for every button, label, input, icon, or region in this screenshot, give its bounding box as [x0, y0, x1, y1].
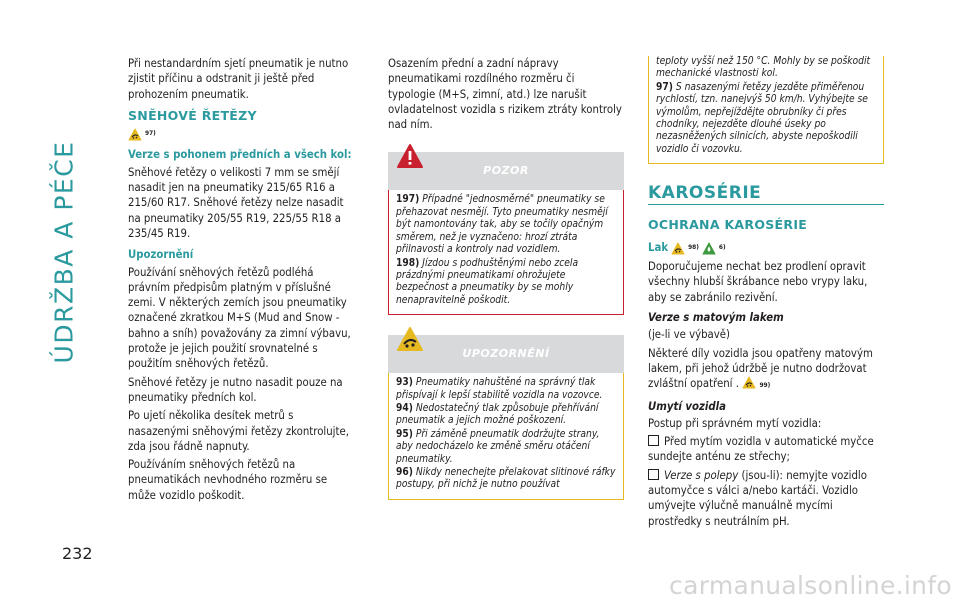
- front-only-paragraph: Sněhové řetězy je nutno nasadit pouze na pneumatiky předních kol.: [128, 375, 343, 404]
- damage-paragraph: Používáním sněhových řetězů na pneumatikách nevhodného rozměru se může vozidlo poškodit.: [128, 458, 328, 502]
- caution-continuation: teploty vyšší než 150 °C. Mohly by se poškodit mechanické vlastnosti kol.: [656, 56, 871, 80]
- front-drive-subheading: Verze s pohonem předních a všech kol:: [128, 148, 352, 162]
- note-subheading: Upozornění: [128, 248, 194, 262]
- column-3: [648, 56, 884, 532]
- tyre-mix-paragraph: Osazením přední a zadní nápravy pneumatikami rozdílného rozměru či typologie (M+S, zimní, atd.) lze narušit ovladatelnost vozidla s rizikem ztráty kontroly nad ním.: [388, 57, 622, 132]
- checkbox-bullet-icon: [648, 435, 659, 446]
- warning-banner: [388, 152, 624, 190]
- caution-triangle-icon: [742, 376, 756, 389]
- body-heading: KAROSÉRIE: [648, 186, 884, 204]
- warning-label: POZOR: [483, 164, 529, 178]
- ref-98: 98): [688, 242, 699, 251]
- caution-triangle-icon: [671, 242, 685, 255]
- law-paragraph: Používání sněhových řetězů podléhá právním předpisům platným v příslušné zemi. V některých zemích jsou pneumatiky označené zkratkou M+S (Mud and Snow - bahno a sníh) považovány za zimní výbavu, protože je jejich použití srovnatelné s použitím sněhových řetězů.: [128, 265, 351, 371]
- warning-item: 197) Případné "jednosměrné" pneumatiky se přehazovat nesmějí. Tyto pneumatiky nesmějí být namontovány tak, aby se točily opačným směrem, než je vyznačeno: hrozí ztráta přilnavosti a kontroly nad vozidlem.: [396, 194, 608, 256]
- check-tension-paragraph: Po ujetí několika desítek metrů s nasazenými sněhovými řetězy zkontrolujte, zda jsou řádně napnuty.: [128, 409, 349, 453]
- ref-6: 6): [718, 242, 726, 251]
- page-number: 232: [62, 544, 93, 563]
- list-item: Před mytím vozidla v automatické myčce sundejte anténu ze střechy;: [648, 435, 874, 464]
- caution-box-continued: [648, 56, 884, 164]
- caution-item: 94) Nedostatečný tlak způsobuje přehřívání pneumatik a jejich možné poškození.: [396, 402, 599, 427]
- caution-item: 96) Nikdy nenechejte přelakovat slitinové ráfky postupy, při nichž je nutno používat: [396, 466, 616, 491]
- paint-subheading: Lak: [648, 240, 669, 254]
- matte-paragraph: Některé díly vozidla jsou opatřeny matovým lakem, při jehož údržbě je nutno dodržovat zvláštní opatření . 99): [648, 346, 873, 391]
- column-2: [388, 56, 624, 500]
- matte-optional: (je-li ve výbavě): [648, 328, 731, 342]
- caution-item: 97) S nasazenými řetězy jezděte přiměřenou rychlostí, tzn. nanejvýš 50 km/h. Vyhýbejte se výmolům, nepřejíždějte obrubníky či přes chodníky, nejezděte dlouhé úseky po nezasněžených silnicích, abyste nepoškodili vozidlo či vozovku.: [656, 81, 868, 155]
- caution-label: UPOZORNĚNÍ: [462, 347, 550, 361]
- washing-paragraph: Postup při správném mytí vozidla:: [648, 416, 822, 430]
- column-1: [128, 56, 354, 506]
- list-item: Verze s polepy (jsou-li): nemyjte vozidlo automyčce s válci a/nebo kartáči. Vozidlo umývejte výlučně manuálně mycími prostředky s neutrálním pH.: [648, 468, 867, 528]
- caution-box: [388, 373, 624, 500]
- warning-box: [388, 190, 624, 315]
- chain-sizes-paragraph: Sněhové řetězy o velikosti 7 mm se smějí nasadit jen na pneumatiky 215/65 R16 a 215/60 R17. Sněhové řetězy nelze nasadit na pneumatiky 205/55 R19, 225/55 R18 a 235/45 R19.: [128, 165, 344, 240]
- washing-subheading: Umytí vozidla: [648, 399, 726, 413]
- snow-chains-heading: SNĚHOVÉ ŘETĚZY: [128, 107, 257, 123]
- ref-line-97: [128, 126, 354, 141]
- caution-banner: [388, 335, 624, 373]
- matte-subheading: Verze s matovým lakem: [648, 311, 784, 325]
- paint-paragraph: Doporučujeme nechat bez prodlení opravit všechny hlubší škrábance nebo vrypy laku, aby se zabránilo rezivění.: [648, 260, 868, 304]
- ref-99: 99): [759, 381, 771, 390]
- watermark: carmanualsonline.info: [669, 571, 952, 600]
- paint-heading-line: [648, 240, 884, 255]
- caution-item: 95) Při záměně pneumatik dodržujte strany, aby nedocházelo ke změně směru otáčení pneumatiky.: [396, 428, 600, 465]
- warning-item: 198) Jízdou s podhuštěnými nebo zcela prázdnými pneumatikami ohrožujete bezpečnost a pneumatiky by se mohly nenapravitelně poškodit.: [396, 257, 579, 306]
- intro-paragraph: Při nestandardním sjetí pneumatik je nutno zjistit příčinu a odstranit ji ještě před prohozením pneumatik.: [128, 57, 349, 101]
- body-protection-heading: OCHRANA KAROSÉRIE: [648, 216, 808, 232]
- checkbox-bullet-icon: [648, 469, 659, 480]
- environment-icon: [702, 242, 716, 255]
- ref-97: 97): [145, 129, 156, 138]
- caution-triangle-icon: [128, 128, 142, 141]
- caution-item: 93) Pneumatiky nahuštěné na správný tlak přispívají k lepší stabilitě vozidla na vozovce.: [396, 377, 603, 401]
